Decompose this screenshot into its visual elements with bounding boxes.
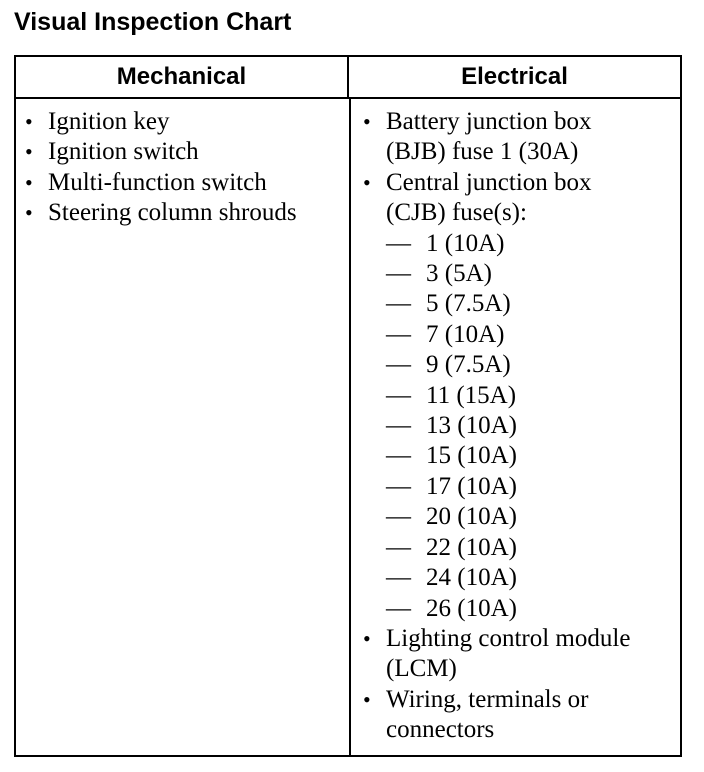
- chart-title: Visual Inspection Chart: [14, 8, 292, 36]
- bullet-icon: •: [363, 686, 371, 712]
- mechanical-item-steering-column-shrouds: Steering column shrouds: [48, 199, 297, 227]
- electrical-item-bjb-line1: Battery junction box: [386, 108, 592, 135]
- fuse-value: 13 (10A): [426, 412, 517, 440]
- header-electrical: Electrical: [349, 57, 680, 99]
- dash-icon: —: [386, 594, 411, 622]
- electrical-item-lcm-line2: (LCM): [386, 655, 457, 683]
- electrical-item-cjb-line2: (CJB) fuse(s):: [386, 199, 527, 227]
- fuse-value: 7 (10A): [426, 320, 505, 348]
- dash-icon: —: [386, 320, 411, 348]
- list-item: [360, 107, 672, 168]
- dash-icon: —: [386, 412, 411, 440]
- fuse-value: 1 (10A): [426, 229, 505, 257]
- electrical-item-cjb-line1: Central junction box: [386, 168, 592, 196]
- fuse-value: 22 (10A): [426, 533, 517, 561]
- list-item: [22, 137, 342, 167]
- list-item: [22, 168, 342, 198]
- fuse-value: 3 (5A): [426, 260, 492, 288]
- electrical-list: [360, 107, 672, 746]
- dash-icon: —: [386, 564, 411, 592]
- bullet-icon: •: [25, 109, 33, 134]
- fuse-value: 20 (10A): [426, 503, 517, 531]
- mechanical-item-ignition-key: Ignition key: [48, 108, 170, 135]
- fuse-value: 15 (10A): [426, 442, 517, 470]
- list-item: [360, 685, 672, 746]
- dash-icon: —: [386, 229, 411, 257]
- fuse-item: [360, 563, 672, 593]
- mechanical-item-ignition-switch: Ignition switch: [48, 138, 199, 166]
- bullet-icon: •: [363, 169, 371, 195]
- fuse-item: [360, 289, 672, 319]
- column-divider: [349, 97, 351, 755]
- dash-icon: —: [386, 533, 411, 561]
- fuse-item: [360, 594, 672, 624]
- dash-icon: —: [386, 351, 411, 379]
- dash-icon: —: [386, 260, 411, 288]
- dash-icon: —: [386, 472, 411, 500]
- fuse-value: 17 (10A): [426, 472, 517, 500]
- fuse-value: 5 (7.5A): [426, 290, 511, 318]
- list-item: [22, 198, 342, 228]
- electrical-item-wiring-line1: Wiring, terminals or: [386, 685, 589, 713]
- fuse-item: [360, 229, 672, 259]
- bullet-icon: •: [25, 139, 33, 165]
- fuse-value: 11 (15A): [426, 381, 517, 409]
- fuse-value: 24 (10A): [426, 564, 517, 592]
- electrical-item-lcm-line1: Lighting control module: [386, 624, 631, 652]
- mechanical-list: [22, 107, 342, 229]
- fuse-item: [360, 350, 672, 380]
- dash-icon: —: [386, 290, 411, 318]
- fuse-item: [360, 411, 672, 441]
- list-item: [22, 107, 342, 137]
- bullet-icon: •: [363, 625, 371, 651]
- fuse-item: [360, 472, 672, 502]
- header-mechanical: Mechanical: [16, 57, 349, 99]
- dash-icon: —: [386, 442, 411, 470]
- bullet-icon: •: [363, 109, 371, 134]
- list-item: [360, 624, 672, 685]
- fuse-item: [360, 381, 672, 411]
- fuse-item: [360, 533, 672, 563]
- mechanical-item-multi-function-switch: Multi-function switch: [48, 168, 267, 196]
- fuse-item: [360, 259, 672, 289]
- fuse-item: [360, 320, 672, 350]
- dash-icon: —: [386, 381, 411, 409]
- bullet-icon: •: [25, 200, 33, 226]
- fuse-item: [360, 441, 672, 471]
- bullet-icon: •: [25, 169, 33, 195]
- fuse-value: 26 (10A): [426, 594, 517, 622]
- list-item: [360, 168, 672, 229]
- fuse-value: 9 (7.5A): [426, 351, 511, 379]
- electrical-item-bjb-line2: (BJB) fuse 1 (30A): [386, 138, 579, 166]
- fuse-item: [360, 502, 672, 532]
- electrical-item-wiring-line2: connectors: [386, 716, 495, 744]
- dash-icon: —: [386, 503, 411, 531]
